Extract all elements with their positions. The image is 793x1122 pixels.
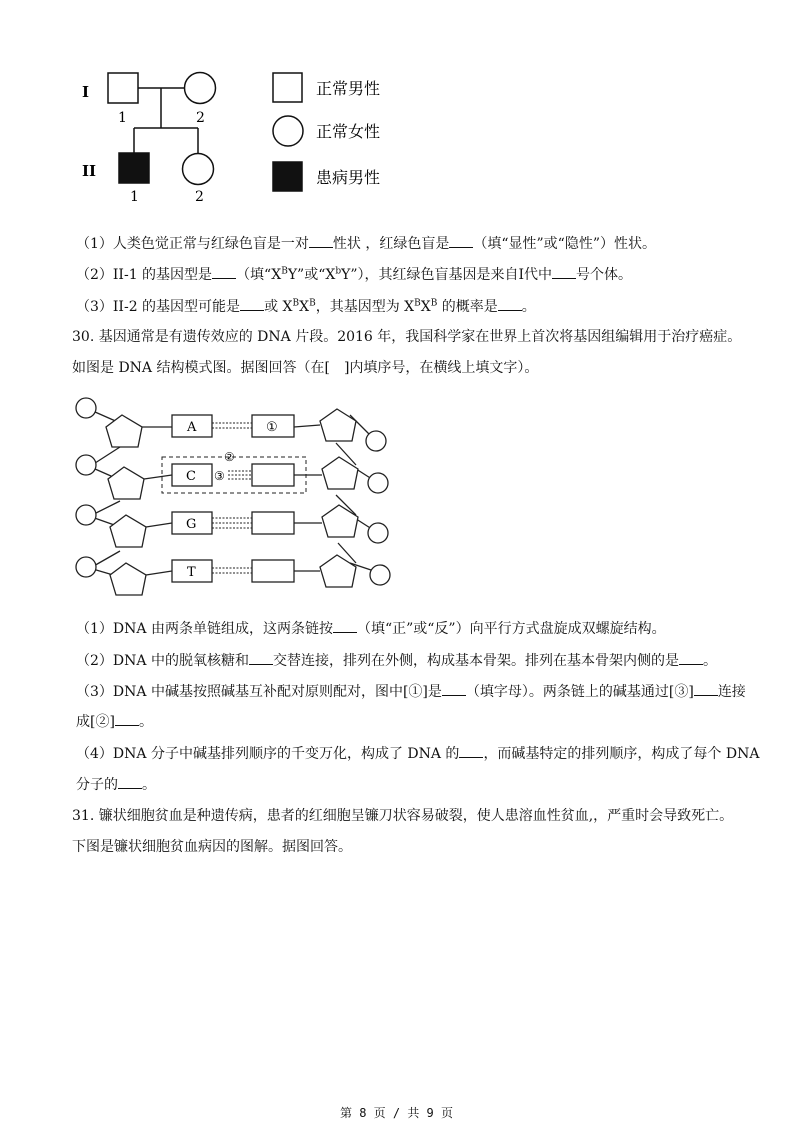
q29-p1-text-a: （1）人类色觉正常与红绿色盲是一对 bbox=[76, 236, 309, 252]
right-phosphate bbox=[366, 431, 386, 451]
right-phosphate bbox=[368, 473, 388, 493]
q29-p1-text-b: 性状 ，红绿色盲是 bbox=[332, 236, 450, 252]
left-phosphate bbox=[76, 505, 96, 525]
hydrogen-bonds-T bbox=[212, 568, 252, 573]
base-label-C: C bbox=[186, 469, 196, 484]
base-box bbox=[252, 560, 294, 582]
left-phosphate bbox=[76, 398, 96, 418]
superscript: b bbox=[335, 266, 342, 277]
q30-s2-text-c: 。 bbox=[702, 653, 717, 669]
individual-I-1-normal-male bbox=[108, 73, 138, 103]
q30-s4-text-b: ，而碱基特定的排列顺序，构成了每个 DNA bbox=[483, 746, 760, 762]
individual-II-1-number: 1 bbox=[130, 189, 139, 205]
base-label-G: G bbox=[186, 517, 197, 532]
q29-p3-text-e: X bbox=[420, 299, 431, 315]
q30-s1-text-a: （1）DNA 由两条单链组成，这两条链按 bbox=[76, 621, 333, 637]
q29-p3-text-c: X bbox=[299, 299, 310, 315]
q29-p2-text-c: Y”或“X bbox=[287, 267, 336, 283]
q30-part-1 bbox=[76, 618, 666, 639]
q31-intro-line-1: 31. 镰状细胞贫血是种遗传病，患者的红细胞呈镰刀状容易破裂，使人患溶血性贫血,，严重时会导致死亡。 bbox=[72, 808, 734, 824]
marker-3: ③ bbox=[214, 469, 225, 483]
dna-structure-diagram bbox=[0, 395, 793, 605]
superscript: B bbox=[414, 298, 421, 309]
q29-p3-text-f: 的概率是 bbox=[437, 299, 498, 315]
q29-part-2 bbox=[76, 264, 632, 285]
q30-s1-text-b: （填“正”或“反”）向平行方式盘旋成双螺旋结构。 bbox=[356, 621, 666, 637]
answer-blank[interactable] bbox=[118, 774, 142, 789]
superscript: B bbox=[430, 298, 438, 309]
right-deoxyribose bbox=[320, 409, 356, 441]
q30-s4-text-c: 分子的 bbox=[76, 777, 118, 793]
q30-s3-text-b: （填字母）。两条链上的碱基通过[③] bbox=[465, 684, 694, 700]
left-phosphate bbox=[76, 557, 96, 577]
legend-normal-female-label: 正常女性 bbox=[316, 122, 381, 141]
answer-blank[interactable] bbox=[552, 264, 576, 279]
q30-s4-text-a: （4）DNA 分子中碱基排列顺序的千变万化，构成了 DNA 的 bbox=[76, 746, 460, 762]
legend-normal-male-symbol bbox=[273, 73, 302, 102]
base-box bbox=[252, 512, 294, 534]
right-phosphate bbox=[370, 565, 390, 585]
answer-blank[interactable] bbox=[694, 681, 718, 696]
right-phosphate bbox=[368, 523, 388, 543]
q29-p2-text-b: （填“X bbox=[236, 267, 282, 283]
page-footer: 第 8 页 / 共 9 页 bbox=[339, 1106, 454, 1120]
q30-s2-text-a: （2）DNA 中的脱氧核糖和 bbox=[76, 653, 249, 669]
base-label-T: T bbox=[187, 565, 196, 580]
q30-part-3 bbox=[76, 681, 746, 702]
generation-2-label: II bbox=[82, 162, 97, 180]
q29-p1-text-c: （填“显性”或“隐性”）性状。 bbox=[473, 236, 656, 252]
sugar-base-bonds bbox=[142, 425, 322, 575]
q30-s3-text-c: 连接 bbox=[717, 684, 746, 700]
answer-blank[interactable] bbox=[498, 296, 522, 311]
individual-II-1-affected-male bbox=[119, 153, 149, 183]
q30-s3-text-e: 。 bbox=[138, 714, 153, 730]
individual-I-1-number: 1 bbox=[118, 110, 127, 126]
q30-intro-line-2: 如图是 DNA 结构模式图。据图回答（在[ ]内填序号，在横线上填文字）。 bbox=[72, 360, 539, 376]
marker-2: ② bbox=[224, 450, 235, 464]
q29-p2-text-e: 号个体。 bbox=[576, 267, 633, 283]
left-deoxyribose bbox=[108, 467, 144, 499]
q29-p3-text-a: （3）II-2 的基因型可能是 bbox=[76, 299, 241, 315]
individual-II-2-number: 2 bbox=[195, 189, 204, 205]
q30-s3-text-d: 成[②] bbox=[76, 714, 115, 730]
q29-p3-text-b: 或 X bbox=[264, 299, 293, 315]
q30-s4-text-d: 。 bbox=[142, 777, 156, 793]
individual-I-2-number: 2 bbox=[196, 110, 205, 126]
q29-part-1 bbox=[76, 233, 656, 254]
q31-intro-line-2: 下图是镰状细胞贫血病因的图解。据图回答。 bbox=[72, 839, 352, 855]
left-deoxyribose bbox=[110, 563, 146, 595]
marker-1: ① bbox=[266, 420, 278, 435]
answer-blank[interactable] bbox=[240, 296, 264, 311]
base-box bbox=[252, 464, 294, 486]
answer-blank[interactable] bbox=[449, 233, 473, 248]
answer-blank[interactable] bbox=[249, 650, 273, 665]
q29-p3-text-d: ，其基因型为 X bbox=[315, 299, 415, 315]
q29-p2-text-a: （2）II-1 的基因型是 bbox=[76, 267, 213, 283]
right-deoxyribose bbox=[322, 505, 358, 537]
superscript: B bbox=[309, 298, 316, 309]
q30-part-3-continued bbox=[76, 711, 153, 732]
legend-normal-female-symbol bbox=[273, 116, 303, 146]
generation-1-label: I bbox=[82, 83, 90, 101]
left-phosphate bbox=[76, 455, 96, 475]
legend-normal-male-label: 正常男性 bbox=[316, 79, 381, 98]
individual-I-2-normal-female bbox=[185, 73, 216, 104]
q30-part-4 bbox=[76, 743, 759, 764]
answer-blank[interactable] bbox=[212, 264, 236, 279]
answer-blank[interactable] bbox=[442, 681, 466, 696]
right-deoxyribose bbox=[320, 555, 356, 587]
answer-blank[interactable] bbox=[309, 233, 333, 248]
answer-blank[interactable] bbox=[679, 650, 703, 665]
base-label-A: A bbox=[187, 420, 197, 435]
superscript: B bbox=[292, 298, 300, 309]
superscript: B bbox=[281, 266, 288, 277]
legend-affected-male-symbol bbox=[273, 162, 302, 191]
q29-part-3 bbox=[76, 296, 536, 317]
left-deoxyribose bbox=[110, 515, 146, 547]
q29-p2-text-d: Y”），其红绿色盲基因是来自I代中 bbox=[341, 267, 553, 283]
individual-II-2-normal-female bbox=[183, 154, 214, 185]
q30-s3-text-a: （3）DNA 中碱基按照碱基互补配对原则配对，图中[①]是 bbox=[76, 684, 442, 700]
q29-p3-text-g: 。 bbox=[521, 299, 536, 315]
answer-blank[interactable] bbox=[115, 711, 139, 726]
answer-blank[interactable] bbox=[333, 618, 357, 633]
hydrogen-bonds-C bbox=[228, 471, 252, 479]
pedigree-chart bbox=[0, 0, 793, 220]
hydrogen-bonds-G bbox=[212, 518, 252, 528]
q30-intro-line-1: 30. 基因通常是有遗传效应的 DNA 片段。2016 年，我国科学家在世界上首次将基因组编辑用于治疗癌症。 bbox=[72, 329, 742, 345]
answer-blank[interactable] bbox=[459, 743, 483, 758]
q30-part-4-continued bbox=[76, 774, 156, 795]
q30-part-2 bbox=[76, 650, 717, 671]
q30-s2-text-b: 交替连接，排列在外侧，构成基本骨架。排列在基本骨架内侧的是 bbox=[272, 653, 679, 669]
hydrogen-bonds-A bbox=[212, 423, 252, 428]
legend-affected-male-label: 患病男性 bbox=[316, 168, 381, 187]
